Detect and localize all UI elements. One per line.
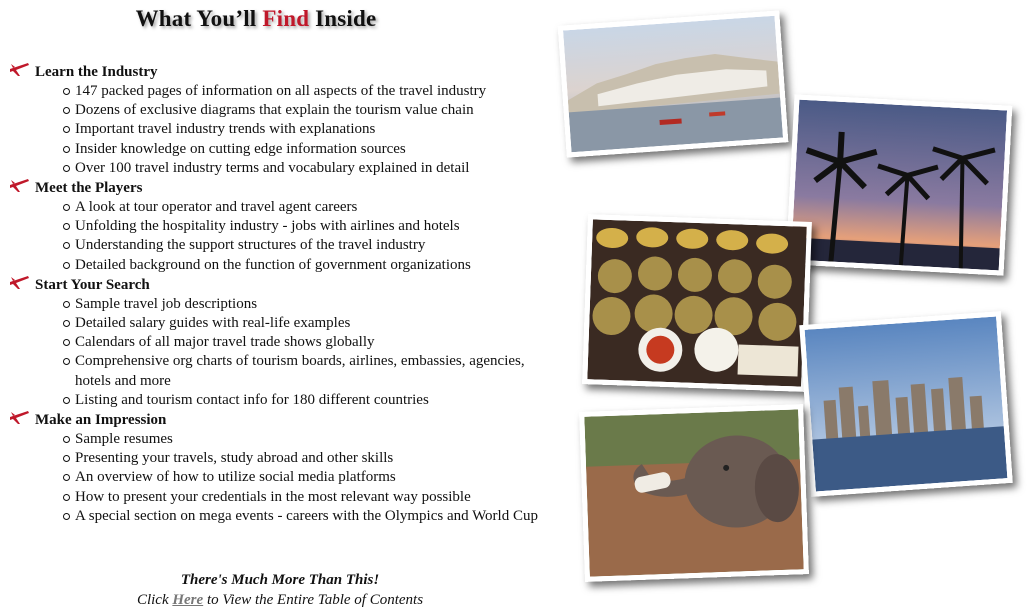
title-text-1: What You’ll xyxy=(135,6,263,31)
footer-line xyxy=(0,590,560,610)
section-items xyxy=(8,430,553,526)
footer-prefix: Click xyxy=(136,592,173,608)
section-title: Meet the Players xyxy=(35,180,143,197)
footer-suffix: to View the Entire Table of Contents xyxy=(203,592,424,608)
photo-city-skyline xyxy=(799,311,1013,497)
list-item: Understanding the support structures of the travel industry xyxy=(75,236,553,255)
table-of-contents-link[interactable]: Here xyxy=(172,592,204,608)
airplane-icon xyxy=(8,61,30,77)
airplane-icon xyxy=(8,177,30,193)
section-header xyxy=(8,62,553,82)
list-item: Calendars of all major travel trade shows globally xyxy=(75,333,553,352)
page-title xyxy=(0,6,512,32)
list-item: Detailed background on the function of government organizations xyxy=(75,256,553,275)
section-items xyxy=(8,295,553,410)
section-header xyxy=(8,410,553,430)
list-item: Presenting your travels, study abroad and other skills xyxy=(75,449,553,468)
list-item: Sample resumes xyxy=(75,430,553,449)
list-item: Insider knowledge on cutting edge information sources xyxy=(75,140,553,159)
list-item: Dozens of exclusive diagrams that explain the tourism value chain xyxy=(75,101,553,120)
list-item: Comprehensive org charts of tourism boards, airlines, embassies, agencies, hotels and more xyxy=(75,352,553,390)
section-title: Make an Impression xyxy=(35,412,167,429)
list-item: A special section on mega events - careers with the Olympics and World Cup xyxy=(75,507,553,526)
photo-elephant xyxy=(579,404,809,582)
list-item: Listing and tourism contact info for 180 different countries xyxy=(75,391,553,410)
section-items xyxy=(8,198,553,275)
airplane-icon xyxy=(8,409,30,425)
title-text-2: Inside xyxy=(309,6,377,31)
footer xyxy=(0,570,560,610)
list-item: Detailed salary guides with real-life examples xyxy=(75,314,553,333)
section-learn-the-industry xyxy=(8,62,553,178)
section-items xyxy=(8,82,553,178)
list-item: Unfolding the hospitality industry - jobs with airlines and hotels xyxy=(75,217,553,236)
list-item: Important travel industry trends with explanations xyxy=(75,120,553,139)
feature-list xyxy=(8,62,553,526)
list-item: A look at tour operator and travel agent careers xyxy=(75,198,553,217)
section-start-your-search xyxy=(8,275,553,410)
list-item: How to present your credentials in the most relevant way possible xyxy=(75,488,553,507)
section-header xyxy=(8,275,553,295)
list-item: Over 100 travel industry terms and vocabulary explained in detail xyxy=(75,159,553,178)
list-item: Sample travel job descriptions xyxy=(75,295,553,314)
footer-headline: There's Much More Than This! xyxy=(180,572,380,588)
airplane-icon xyxy=(8,274,30,290)
photo-greek-harbor xyxy=(558,10,789,157)
section-title: Learn the Industry xyxy=(35,64,158,80)
section-make-an-impression xyxy=(8,410,553,526)
section-meet-the-players xyxy=(8,178,553,275)
title-accent: Find xyxy=(262,6,310,31)
photo-palm-sunset xyxy=(786,94,1013,275)
section-header xyxy=(8,178,553,198)
photo-korean-food xyxy=(582,214,812,392)
section-title: Start Your Search xyxy=(35,276,150,293)
list-item: An overview of how to utilize social media platforms xyxy=(75,468,553,487)
list-item: 147 packed pages of information on all aspects of the travel industry xyxy=(75,82,553,101)
